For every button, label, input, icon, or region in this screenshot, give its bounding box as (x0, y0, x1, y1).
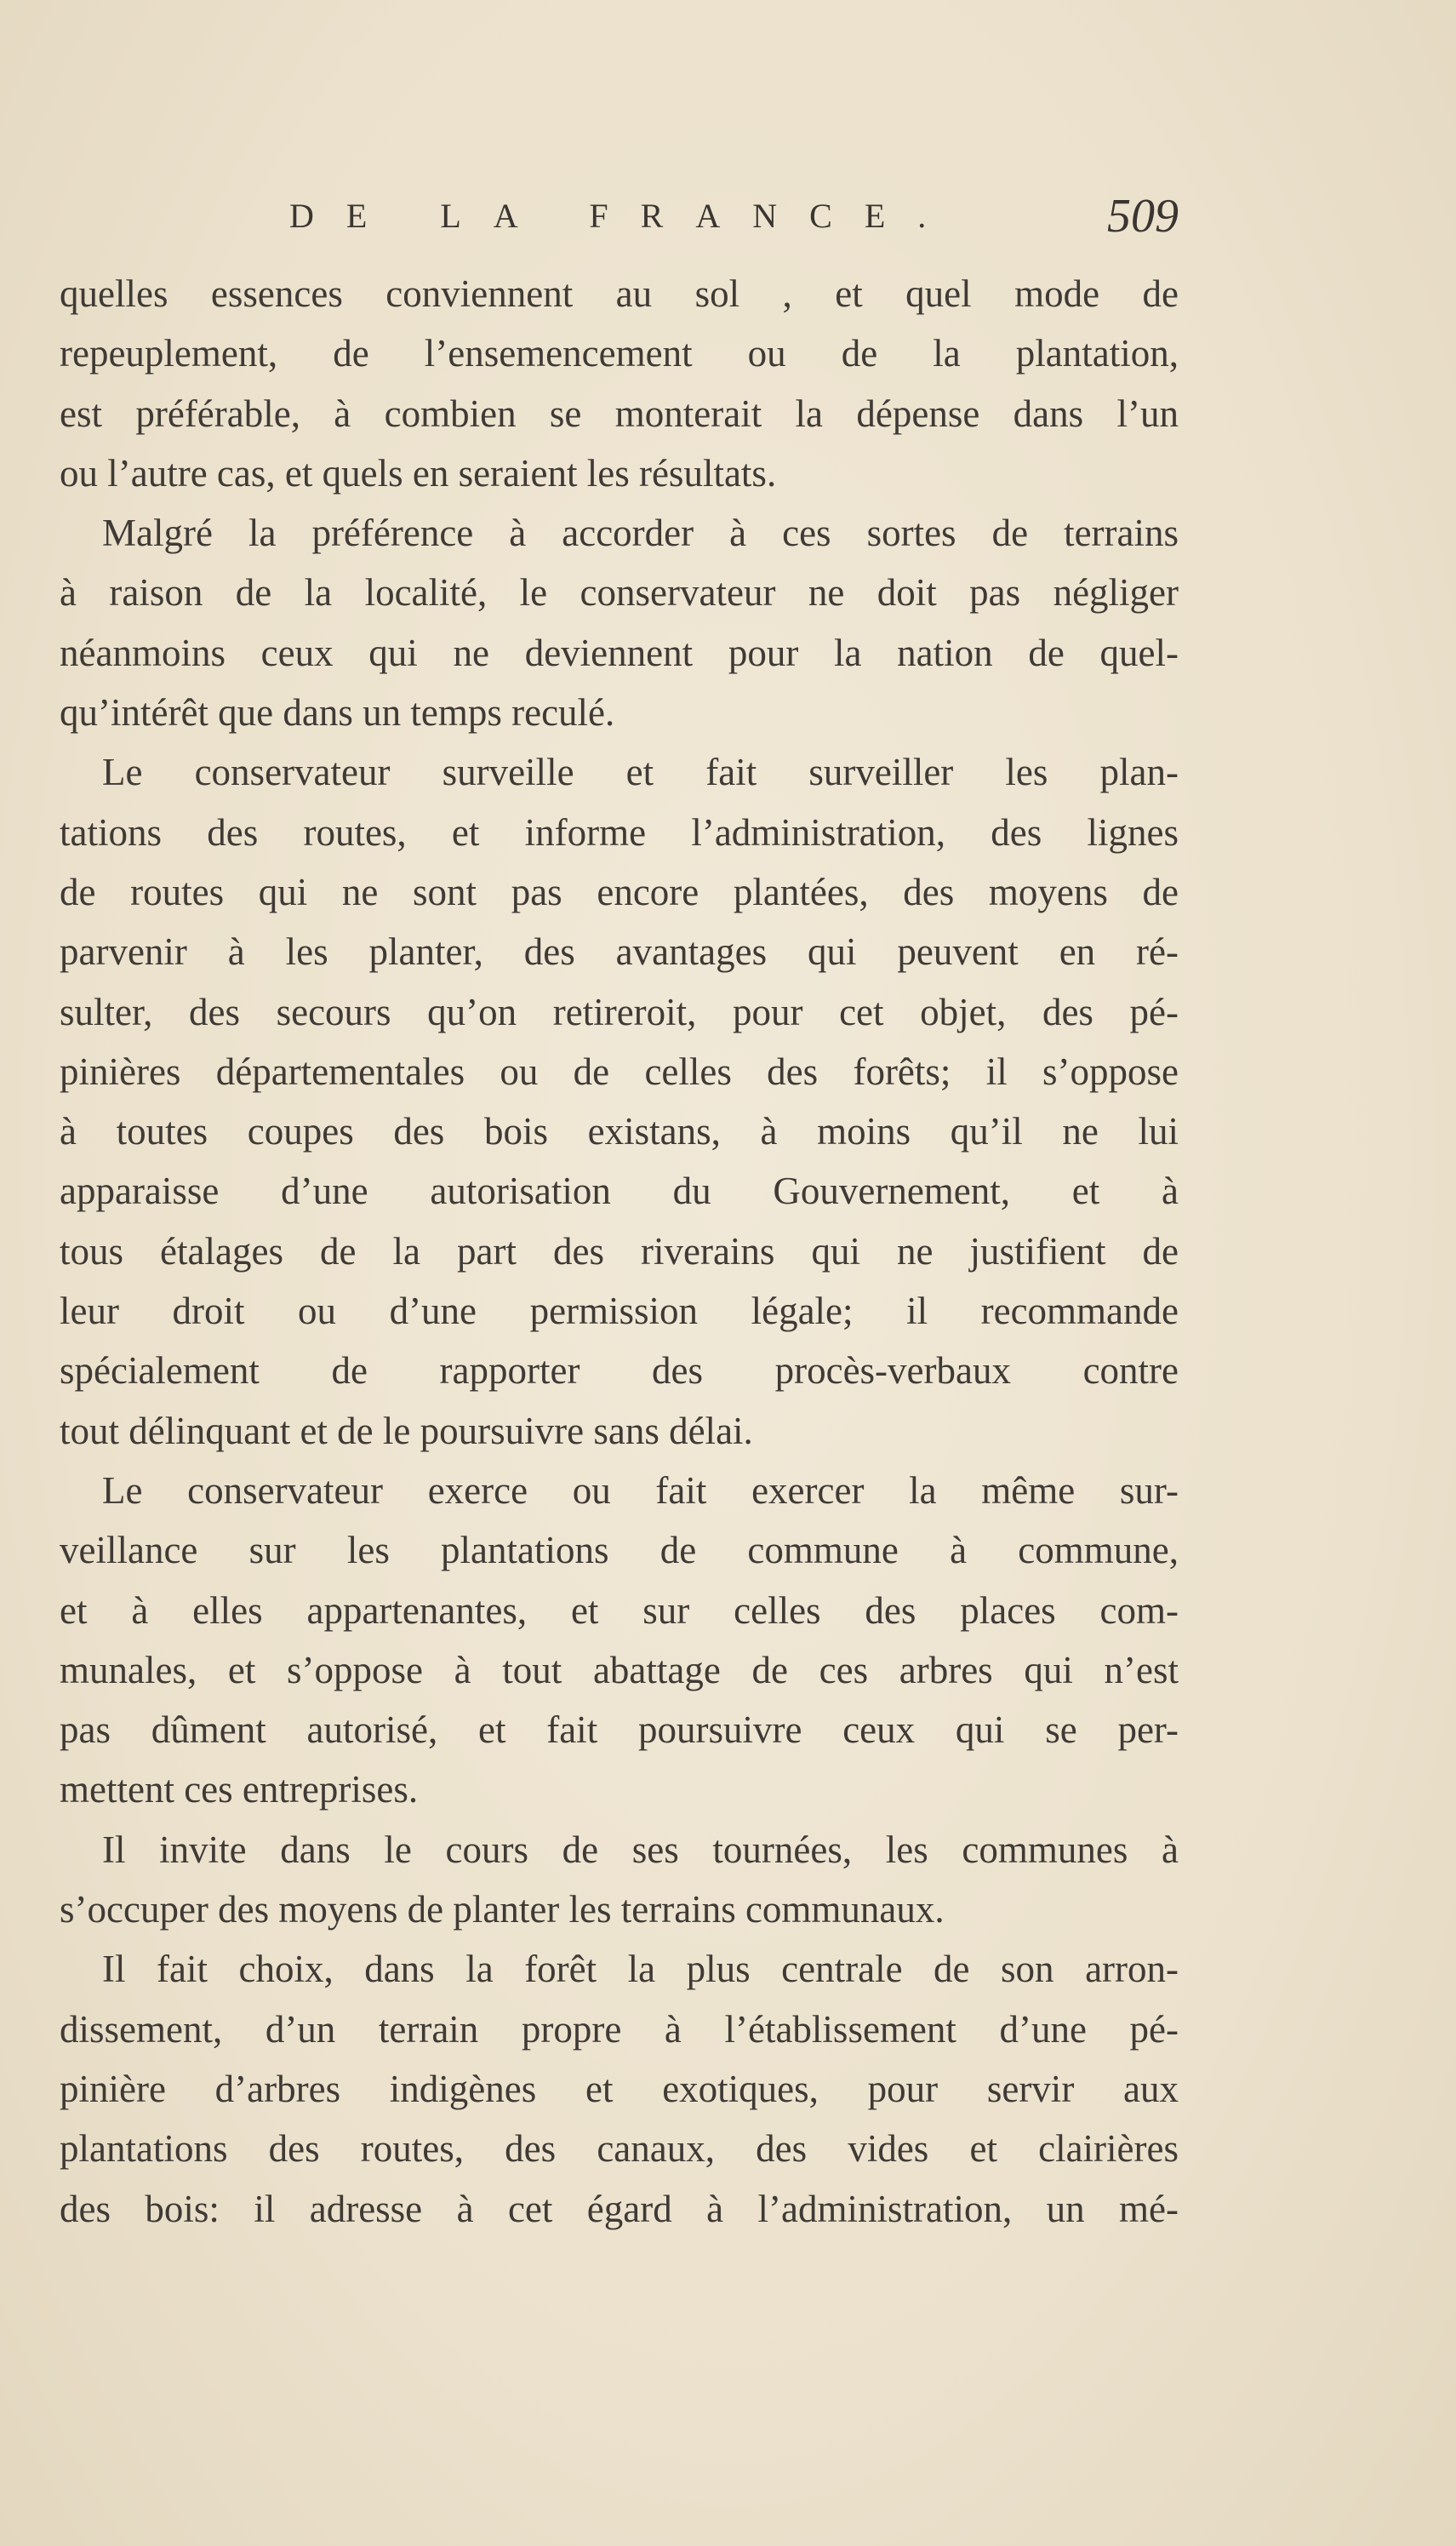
text-line: quelles essences conviennent au sol , et quel mode de (60, 272, 1179, 315)
text-line: dissement, d’un terrain propre à l’établissement d’une pé- (60, 2007, 1179, 2051)
text-line: sulter, des secours qu’on retireroit, pour cet objet, des pé- (60, 990, 1179, 1033)
text-line: repeuplement, de l’ensemencement ou de la plantation, (60, 332, 1179, 375)
text-line: des bois: il adresse à cet égard à l’administration, un mé- (60, 2187, 1179, 2230)
text-line: de routes qui ne sont pas encore plantées, des moyens de (60, 870, 1179, 913)
page-number: 509 (1107, 190, 1179, 243)
text-line: leur droit ou d’une permission légale; il recommande (60, 1290, 1179, 1333)
text-line: veillance sur les plantations de commune à commune, (60, 1529, 1179, 1572)
text-line: s’occuper des moyens de planter les terrains communaux. (60, 1888, 945, 1931)
page-header (60, 189, 1179, 249)
text-line: qu’intérêt que dans un temps reculé. (60, 691, 615, 735)
text-line: mettent ces entreprises. (60, 1768, 419, 1811)
text-line: parvenir à les planter, des avantages qui peuvent en ré- (60, 930, 1179, 974)
body-text (60, 264, 1179, 2239)
text-line: Malgré la préférence à accorder à ces sortes de terrains (102, 512, 1179, 555)
text-line: pas dûment autorisé, et fait poursuivre ceux qui se per- (60, 1708, 1179, 1752)
text-line: tous étalages de la part des riverains qui ne justifient de (60, 1229, 1179, 1273)
text-line: Il invite dans le cours de ses tournées, les communes à (102, 1828, 1179, 1871)
text-line: Le conservateur exerce ou fait exercer la même sur- (102, 1468, 1179, 1512)
text-line: munales, et s’oppose à tout abattage de ces arbres qui n’est (60, 1648, 1179, 1691)
text-line: à raison de la localité, le conservateur ne doit pas négliger (60, 571, 1179, 615)
text-line: Il fait choix, dans la forêt la plus centrale de son arron- (102, 1948, 1179, 1991)
text-line: pinière d’arbres indigènes et exotiques, pour servir aux (60, 2067, 1179, 2110)
text-line: pinières départementales ou de celles des forêts; il s’oppose (60, 1050, 1179, 1093)
text-line: Le conservateur surveille et fait surveiller les plan- (102, 751, 1179, 794)
text-line: néanmoins ceux qui ne deviennent pour la nation de quel- (60, 631, 1179, 674)
text-line: ou l’autre cas, et quels en seraient les résultats. (60, 451, 777, 495)
text-line: tout délinquant et de le poursuivre sans délai. (60, 1409, 753, 1452)
text-line: et à elles appartenantes, et sur celles des places com- (60, 1588, 1179, 1632)
text-line: à toutes coupes des bois existans, à moins qu’il ne lui (60, 1110, 1179, 1153)
text-line: est préférable, à combien se monterait la dépense dans l’un (60, 392, 1179, 435)
running-title: DE LA FRANCE. (289, 197, 959, 235)
text-line: apparaisse d’une autorisation du Gouvernement, et à (60, 1170, 1179, 1213)
text-line: tations des routes, et informe l’administration, des lignes (60, 810, 1179, 854)
text-line: spécialement de rapporter des procès-verbaux contre (60, 1349, 1179, 1393)
text-line: plantations des routes, des canaux, des vides et clairières (60, 2127, 1179, 2171)
